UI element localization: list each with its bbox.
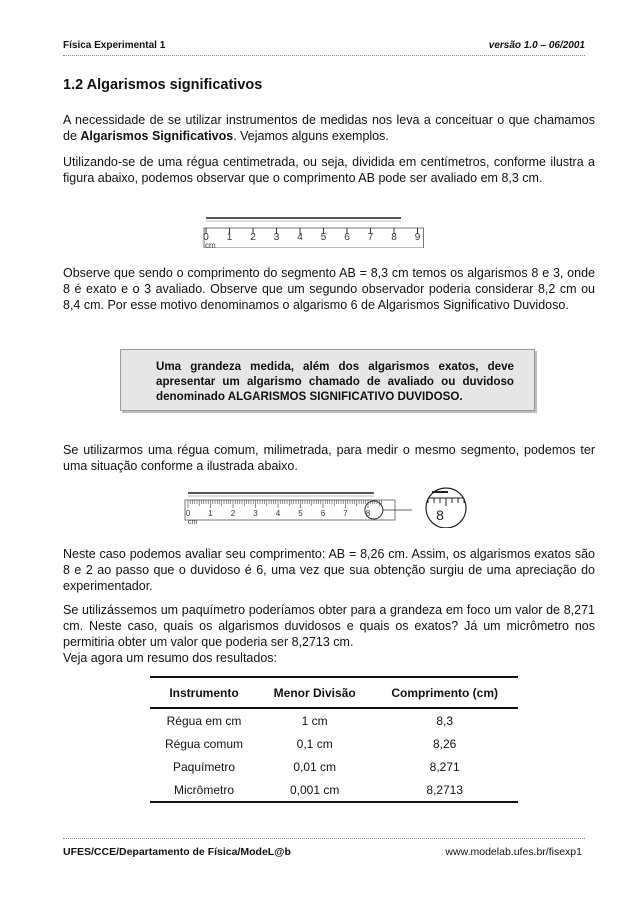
- table-cell: 8,271: [429, 759, 460, 774]
- ruler-tick-label: 2: [250, 232, 256, 243]
- results-table: [150, 676, 518, 803]
- table-cell: 0,01 cm: [293, 759, 337, 774]
- ruler-tick-label: 5: [298, 509, 303, 518]
- header-left: Física Experimental 1: [63, 40, 166, 51]
- ruler-tick-label: 7: [343, 509, 348, 518]
- text-run: A necessidade de se utilizar instrumentos de medidas nos leva a conceituar o que chamamos de: [63, 113, 595, 143]
- table-cell: Paquímetro: [172, 759, 236, 774]
- table-cell: 1 cm: [301, 713, 328, 728]
- millimeter-ruler-figure: [180, 486, 480, 528]
- table-cell: 8,2713: [371, 778, 518, 802]
- paragraph-evaluation: Neste caso podemos avaliar seu comprimento: AB = 8,26 cm. Assim, os algarismos exatos são 8 e 2 ao passo que o duvidoso é 6, uma vez que sua obtenção surgiu de uma apreciação do experimentador.: [63, 547, 595, 593]
- table-row: [150, 732, 518, 755]
- ruler-unit-label: cm: [205, 241, 216, 248]
- table-row: [150, 755, 518, 778]
- paragraph-caliper: Se utilizássemos um paquímetro poderíamos obter para a grandeza em foco um valor de 8,271 cm. Neste caso, quais os algarismos duvidosos e quais os exatos? Já um micrômetro nos permitiria obter um valor que poderia ser 8,2713 cm.: [63, 603, 595, 649]
- paragraph-summary-intro: Veja agora um resumo dos resultados:: [63, 651, 278, 665]
- footer-left: UFES/CCE/Departamento de Física/ModeL@b: [63, 846, 291, 858]
- magnifier-zoom: [426, 488, 466, 528]
- table-row: [150, 708, 518, 732]
- table-cell: 8,3: [436, 713, 454, 728]
- paragraph-observation: Observe que sendo o comprimento do segmento AB = 8,3 cm temos os algarismos 8 e 3, onde 8 é exato e o 3 avaliado. Observe que um segundo observador poderia considerar 8,2 cm ou 8,4 cm. Por esse motivo denominamos o algarismo 6 de Algarismos Significativo Duvidoso.: [63, 266, 595, 312]
- header-divider: [63, 55, 585, 56]
- table-header-cell: Comprimento (cm): [371, 677, 518, 708]
- zoom-label: 8: [436, 507, 444, 523]
- ruler-tick-label: 5: [320, 232, 327, 243]
- ruler-tick-label: 6: [344, 232, 350, 243]
- section-title: 1.2 Algarismos significativos: [63, 77, 263, 93]
- centimeter-ruler-figure: [200, 212, 445, 248]
- ruler-unit-label: cm: [188, 519, 198, 526]
- ruler-tick-label: 1: [226, 232, 233, 243]
- table-cell: 8,26: [433, 736, 457, 751]
- ruler-tick-label: 0: [203, 232, 209, 243]
- bold-term: Algarismos Significativos: [80, 129, 234, 143]
- table-cell: 0,001 cm: [258, 778, 371, 802]
- paragraph-intro: [63, 112, 595, 144]
- table-cell: Régua comum: [164, 736, 244, 751]
- table-cell: Régua em cm: [166, 713, 242, 728]
- ruler-tick-label: 7: [367, 232, 374, 243]
- highlight-box-text: Uma grandeza medida, além dos algarismos exatos, deve apresentar um algarismo chamado de avaliado ou duvidoso denominado ALGARISMOS SIGNIFICATIVO DUVIDOSO.: [156, 360, 514, 403]
- ruler-tick-label: 4: [275, 509, 281, 518]
- table-row: [150, 778, 518, 802]
- ruler-tick-label: 0: [185, 509, 191, 518]
- table-header-cell: Menor Divisão: [258, 677, 371, 708]
- ruler-tick-label: 8: [391, 232, 397, 243]
- table-header-row: [150, 677, 518, 708]
- footer-right: www.modelab.ufes.br/fisexp1: [445, 846, 582, 858]
- header-right: versão 1.0 – 06/2001: [488, 40, 585, 51]
- text-run: . Vejamos alguns exemplos.: [233, 129, 389, 143]
- ruler-tick-label: 3: [253, 509, 258, 518]
- ruler-tick-label: 2: [230, 509, 236, 518]
- ruler-tick-label: 9: [414, 232, 421, 243]
- ruler-tick-label: 1: [208, 509, 213, 518]
- table-cell: 0,1 cm: [296, 736, 333, 751]
- ruler-tick-label: 6: [320, 509, 326, 518]
- ruler-tick-label: 4: [297, 232, 303, 243]
- footer-divider: [63, 838, 585, 839]
- paragraph-centimeter-ruler: Utilizando-se de uma régua centimetrada, ou seja, dividida em centímetros, conforme ilustra a figura abaixo, podemos observar que o comprimento AB pode ser avaliado em 8,3 cm.: [63, 155, 595, 185]
- ruler-tick-label: 3: [273, 232, 280, 243]
- table-header-cell: Instrumento: [150, 677, 258, 708]
- table-cell: Micrômetro: [150, 778, 258, 802]
- ruler-tick-label: 8: [365, 509, 371, 518]
- paragraph-millimeter-ruler: Se utilizarmos uma régua comum, milimetrada, para medir o mesmo segmento, podemos ter uma situação conforme a ilustrada abaixo.: [63, 443, 595, 473]
